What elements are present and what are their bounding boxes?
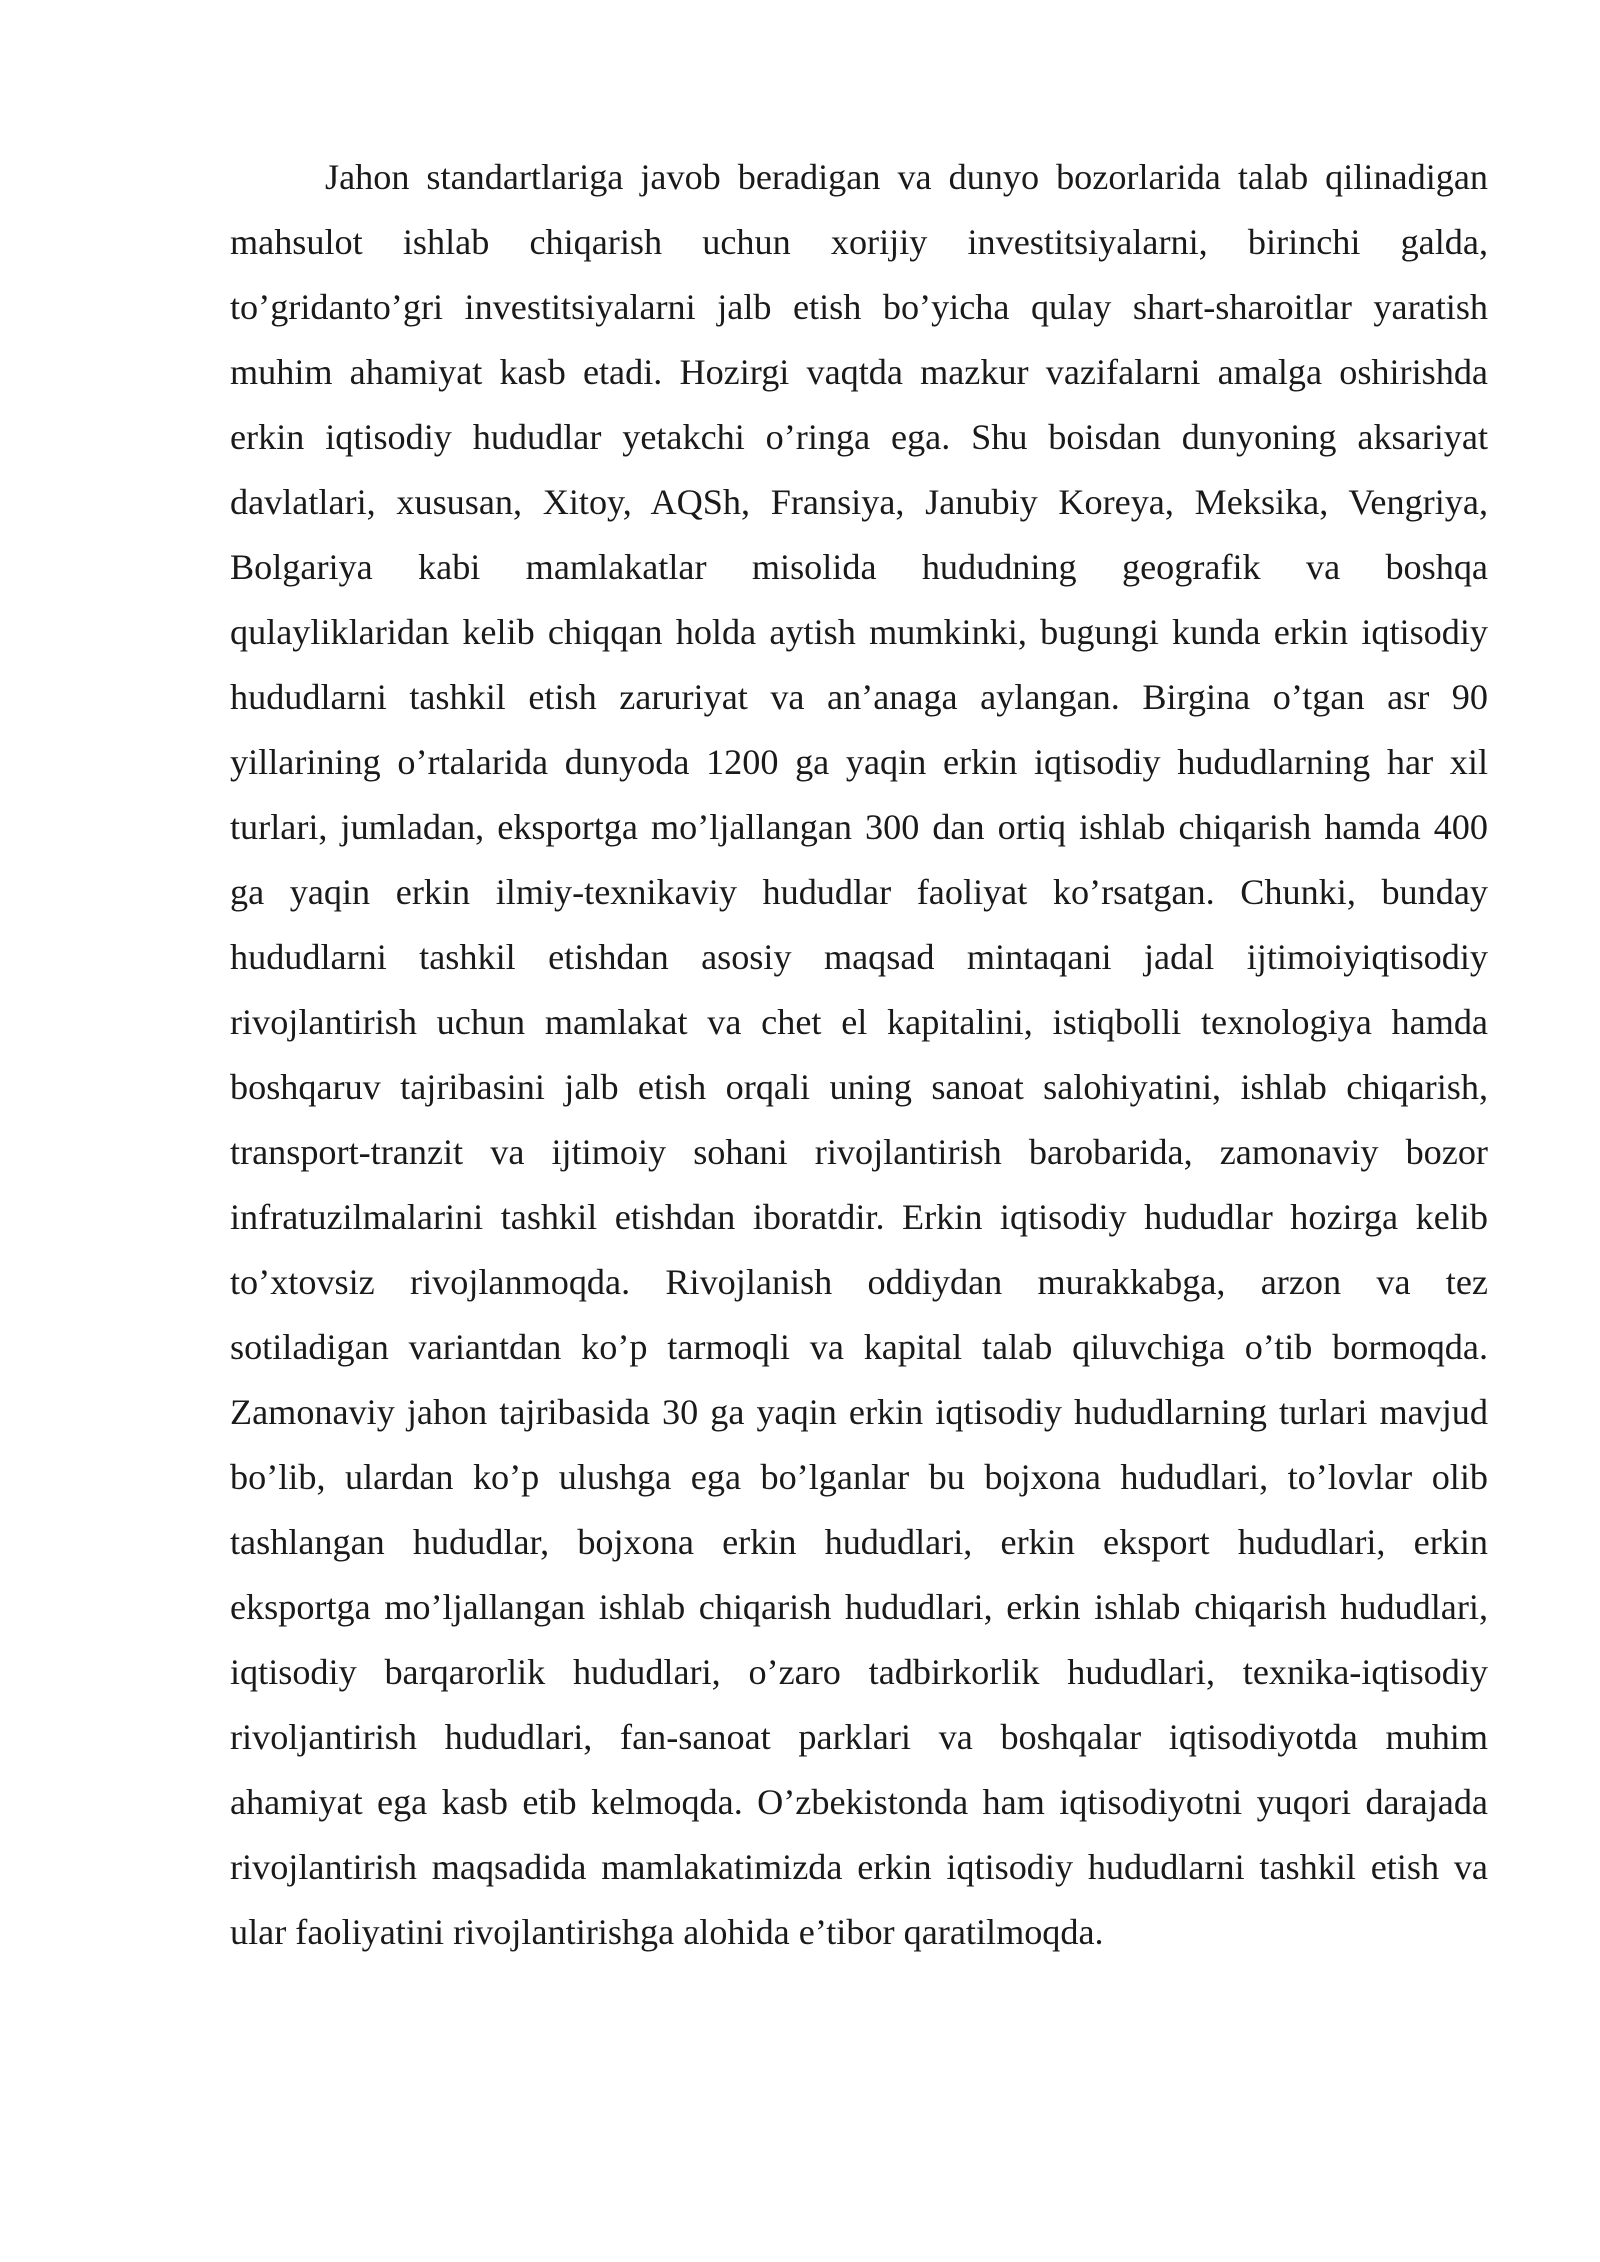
paragraph-line: tashlangan hududlar, bojxona erkin hududlari, erkin eksport hududlari, erkin	[230, 1522, 1488, 1562]
paragraph-line: rivojlantirish maqsadida mamlakatimizda erkin iqtisodiy hududlarni tashkil etish va	[230, 1847, 1488, 1887]
paragraph-line: bo’lib, ulardan ko’p ulushga ega bo’lganlar bu bojxona hududlari, to’lovlar olib	[230, 1457, 1488, 1497]
paragraph-line: sotiladigan variantdan ko’p tarmoqli va kapital talab qiluvchiga o’tib bormoqda.	[230, 1327, 1488, 1367]
paragraph-line: to’xtovsiz rivojlanmoqda. Rivojlanish oddiydan murakkabga, arzon va tez	[230, 1262, 1488, 1302]
paragraph-line: eksportga mo’ljallangan ishlab chiqarish hududlari, erkin ishlab chiqarish hududlari,	[230, 1587, 1488, 1627]
paragraph-line: transport-tranzit va ijtimoiy sohani rivojlantirish barobarida, zamonaviy bozor	[230, 1132, 1488, 1172]
paragraph-line: hududlarni tashkil etish zaruriyat va an’anaga aylangan. Birgina o’tgan asr 90	[230, 677, 1488, 717]
paragraph-line: davlatlari, xususan, Xitoy, AQSh, Fransiya, Janubiy Koreya, Meksika, Vengriya,	[230, 482, 1488, 522]
paragraph-line: ular faoliyatini rivojlantirishga alohida e’tibor qaratilmoqda.	[230, 1912, 1104, 1952]
paragraph-line: Bolgariya kabi mamlakatlar misolida hududning geografik va boshqa	[230, 547, 1488, 587]
paragraph-line: erkin iqtisodiy hududlar yetakchi o’ringa ega. Shu boisdan dunyoning aksariyat	[230, 417, 1488, 457]
paragraph-line: turlari, jumladan, eksportga mo’ljallangan 300 dan ortiq ishlab chiqarish hamda 400	[230, 807, 1488, 847]
paragraph-line: rivojlantirish uchun mamlakat va chet el kapitalini, istiqbolli texnologiya hamda	[230, 1002, 1488, 1042]
paragraph-line: Jahon standartlariga javob beradigan va dunyo bozorlarida talab qilinadigan	[325, 157, 1488, 197]
paragraph-line: qulayliklaridan kelib chiqqan holda aytish mumkinki, bugungi kunda erkin iqtisodiy	[230, 612, 1488, 652]
paragraph-line: boshqaruv tajribasini jalb etish orqali uning sanoat salohiyatini, ishlab chiqarish,	[230, 1067, 1488, 1107]
paragraph-line: ga yaqin erkin ilmiy-texnikaviy hududlar faoliyat ko’rsatgan. Chunki, bunday	[230, 872, 1488, 912]
paragraph-line: mahsulot ishlab chiqarish uchun xorijiy investitsiyalarni, birinchi galda,	[230, 222, 1488, 262]
paragraph-line: iqtisodiy barqarorlik hududlari, o’zaro tadbirkorlik hududlari, texnika-iqtisodiy	[230, 1652, 1488, 1692]
paragraph-line: yillarining o’rtalarida dunyoda 1200 ga yaqin erkin iqtisodiy hududlarning har xil	[230, 742, 1488, 782]
paragraph-line: infratuzilmalarini tashkil etishdan iboratdir. Erkin iqtisodiy hududlar hozirga kelib	[230, 1197, 1488, 1237]
paragraph-line: Zamonaviy jahon tajribasida 30 ga yaqin erkin iqtisodiy hududlarning turlari mavjud	[230, 1392, 1488, 1432]
paragraph-line: ahamiyat ega kasb etib kelmoqda. O’zbekistonda ham iqtisodiyotni yuqori darajada	[230, 1782, 1488, 1822]
paragraph	[230, 145, 1488, 1965]
paragraph-line: rivoljantirish hududlari, fan-sanoat parklari va boshqalar iqtisodiyotda muhim	[230, 1717, 1488, 1757]
paragraph-line: to’gridanto’gri investitsiyalarni jalb etish bo’yicha qulay shart-sharoitlar yaratish	[230, 287, 1488, 327]
paragraph-line: muhim ahamiyat kasb etadi. Hozirgi vaqtda mazkur vazifalarni amalga oshirishda	[230, 352, 1488, 392]
paragraph-line: hududlarni tashkil etishdan asosiy maqsad mintaqani jadal ijtimoiyiqtisodiy	[230, 937, 1488, 977]
